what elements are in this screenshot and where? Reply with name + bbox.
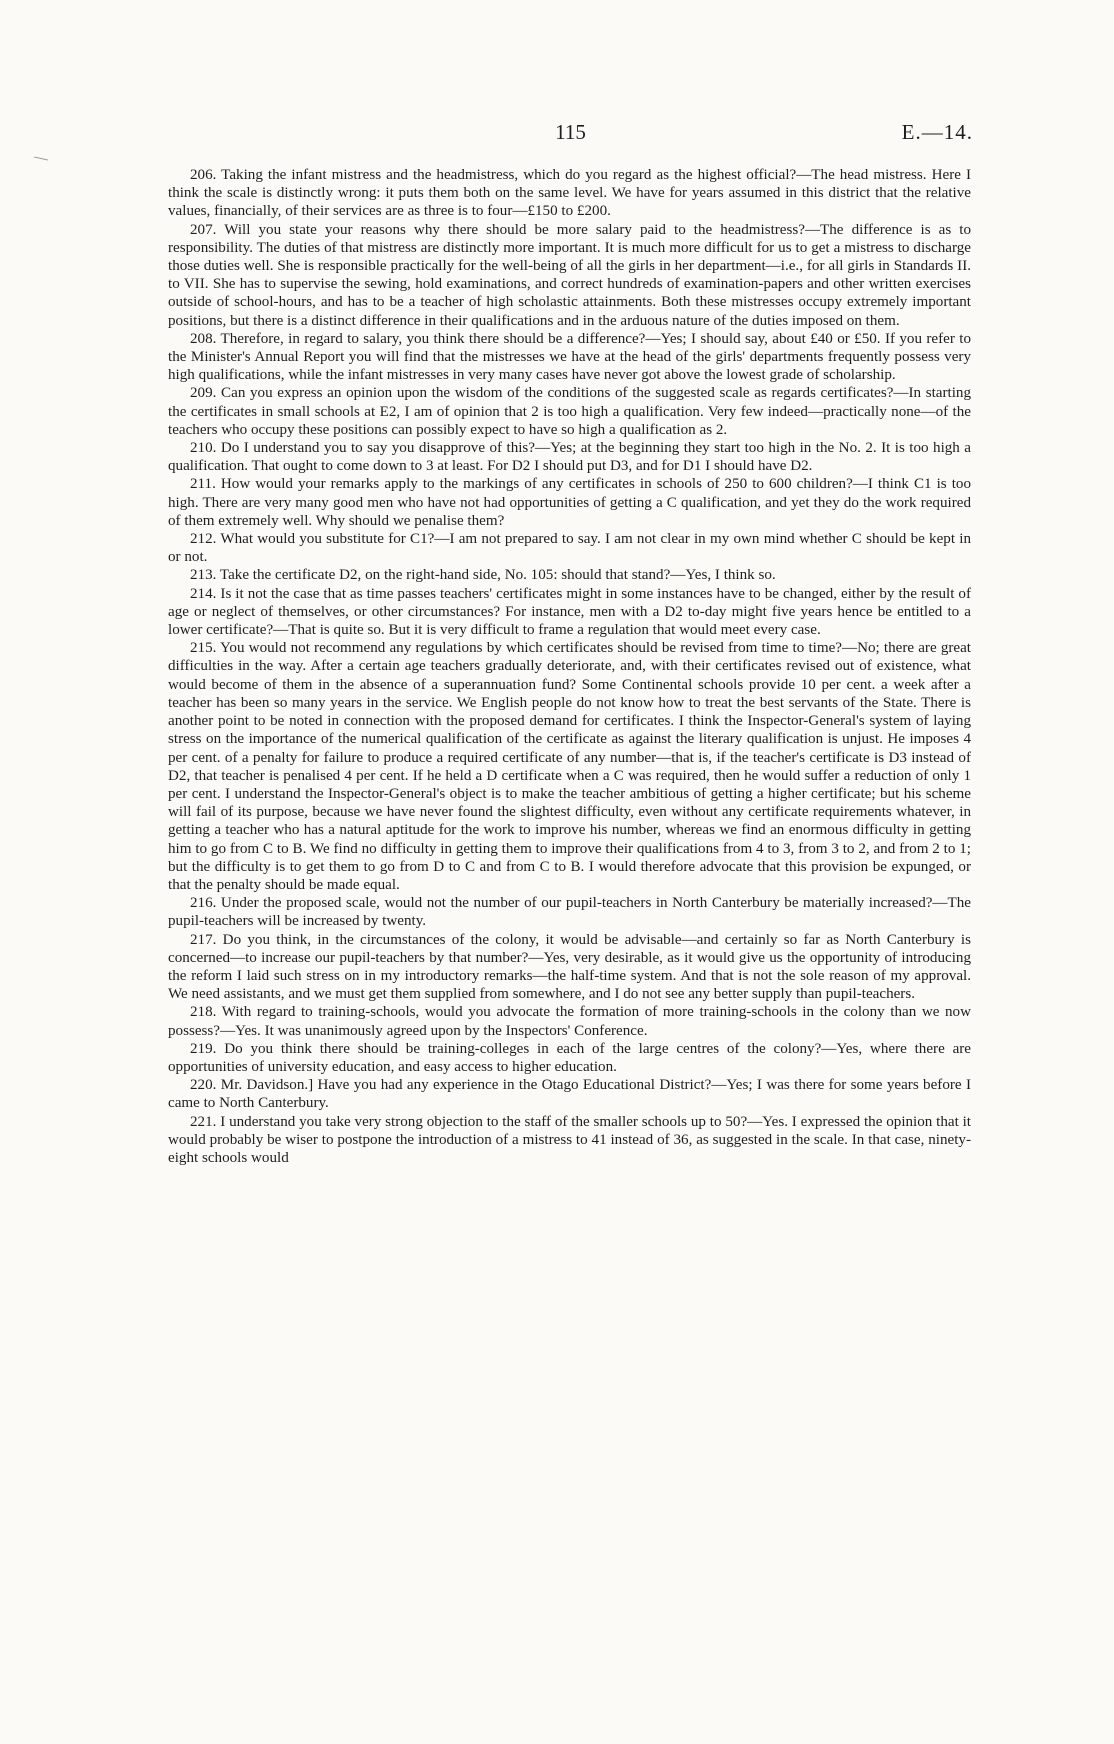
question-211: 211. How would your remarks apply to the markings of any certificates in schools of 250 to 600 children?—I think C1 is too high. There are very many good men who have not had opportunities of getting a C qualification, and yet they do the work required of them extremely well. Why should we penalise them? [168,476,971,529]
question-220: 220. Mr. Davidson.] Have you had any experience in the Otago Educational District?—Yes; I was there for some years before I came to North Canterbury. [168,1077,971,1112]
question-219: 219. Do you think there should be training-colleges in each of the large centres of the colony?—Yes, where there are opportunities of university education, and easy access to higher education. [168,1040,971,1075]
question-214: 214. Is it not the case that as time passes teachers' certificates might in some instances have to be changed, either by the result of age or neglect of themselves, or other circumstances? For instance, men with a D2 to-day might five years hence be entitled to a lower certificate?—That is quite so. But it is very difficult to frame a regulation that would meet every case. [168,585,971,639]
question-221: 221. I understand you take very strong objection to the staff of the smaller schools up to 50?—Yes. I expressed the opinion that it would probably be wiser to postpone the introduction of a mistress to 41 instead of 36, as suggested in the scale. In that case, ninety-eight schools would [168,1113,971,1166]
question-208: 208. Therefore, in regard to salary, you think there should be a difference?—Yes; I should say, about £40 or £50. If you refer to the Minister's Annual Report you will find that the mistresses we have at the head of the girls' departments frequently possess very high qualifications, while the infant mistresses in very many cases have never got above the lowest grade of scholarship. [168,330,971,384]
question-213: 213. Take the certificate D2, on the right-hand side, No. 105: should that stand?—Yes, I think so. [190,567,776,584]
page-number: 115 [555,120,586,144]
question-218: 218. With regard to training-schools, would you advocate the formation of more training-schools in the colony than we now possess?—Yes. It was unanimously agreed upon by the Inspectors' Conference. [168,1004,971,1039]
page-header [168,120,973,150]
question-216: 216. Under the proposed scale, would not the number of our pupil-teachers in North Canterbury be materially increased?—The pupil-teachers will be increased by twenty. [168,895,971,930]
question-206: 206. Taking the infant mistress and the headmistress, which do you regard as the highest official?—The head mistress. Here I think the scale is distinctly wrong: it puts them both on the same level. We have for years assumed in this district that the relative values, financially, of their services are as three is to four—£150 to £200. [168,167,971,220]
question-212: 212. What would you substitute for C1?—I am not prepared to say. I am not clear in my own mind whether C should be kept in or not. [168,531,971,566]
margin-mark [34,157,48,161]
body-text [168,166,971,1167]
document-reference: E.—14. [901,120,973,144]
question-210: 210. Do I understand you to say you disapprove of this?—Yes; at the beginning they start too high in the No. 2. It is too high a qualification. That ought to come down to 3 at least. For D2 I should put D3, and for D1 I should have D2. [168,440,971,475]
question-209: 209. Can you express an opinion upon the wisdom of the conditions of the suggested scale as regards certificates?—In starting the certificates in small schools at E2, I am of opinion that 2 is too high a qualification. Very few indeed—practically none—of the teachers who occupy these positions can possibly expect to have so high a qualification as 2. [168,385,971,438]
question-207: 207. Will you state your reasons why there should be more salary paid to the headmistress?—The difference is as to responsibility. The duties of that mistress are distinctly more important. It is much more difficult for us to get a mistress to discharge those duties well. She is responsible practically for the well-being of all the girls in her department—i.e., for all girls in Standards II. to VII. She has to supervise the sewing, hold examinations, and correct hundreds of examination-papers and other written exercises outside of school-hours, and has to be a teacher of high scholastic attainments. Both these mistresses occupy extremely important positions, but there is a distinct difference in their qualifications and in the arduous nature of the duties imposed on them. [168,221,971,329]
question-217: 217. Do you think, in the circumstances of the colony, it would be advisable—and certainly so far as North Canterbury is concerned—to increase our pupil-teachers by that number?—Yes, very desirable, as it would give us the opportunity of introducing the reform I laid such stress on in my introductory remarks—the half-time system. And that is not the sole reason of my approval. We need assistants, and we must get them supplied from somewhere, and I do not see any better supply than pupil-teachers. [168,931,971,1003]
question-215: 215. You would not recommend any regulations by which certificates should be revised from time to time?—No; there are great difficulties in the way. After a certain age teachers gradually deteriorate, and, with their certificates revised out of existence, what would become of them in the absence of a superannuation fund? Some Continental schools provide 10 per cent. a week after a teacher has been so many years in the service. We English people do not know how to treat the best servants of the State. There is another point to be noted in connection with the proposed demand for certificates. I think the Inspector-General's system of laying stress on the importance of the numerical qualification of the certificate as against the literary qualification is unjust. He imposes 4 per cent. of a penalty for failure to produce a required certificate of any number—that is, if the teacher's certificate is D3 instead of D2, that teacher is penalised 4 per cent. If he held a D certificate when a C was required, then he would suffer a reduction of only 1 per cent. I understand the Inspector-General's object is to make the teacher ambitious of getting a higher certificate; but his scheme will fail of its purpose, because we have never found the slightest difficulty, even without any certificate requirements whatever, in getting a teacher who has a natural aptitude for the work to improve his number, whereas we find an enormous difficulty in getting him to go from C to B. We find no difficulty in getting them to improve their qualifications from 4 to 3, from 3 to 2, and from 2 to 1; but the difficulty is to get them to go from D to C and from C to B. I would therefore advocate that this provision be expunged, or that the penalty should be made equal. [168,640,971,893]
